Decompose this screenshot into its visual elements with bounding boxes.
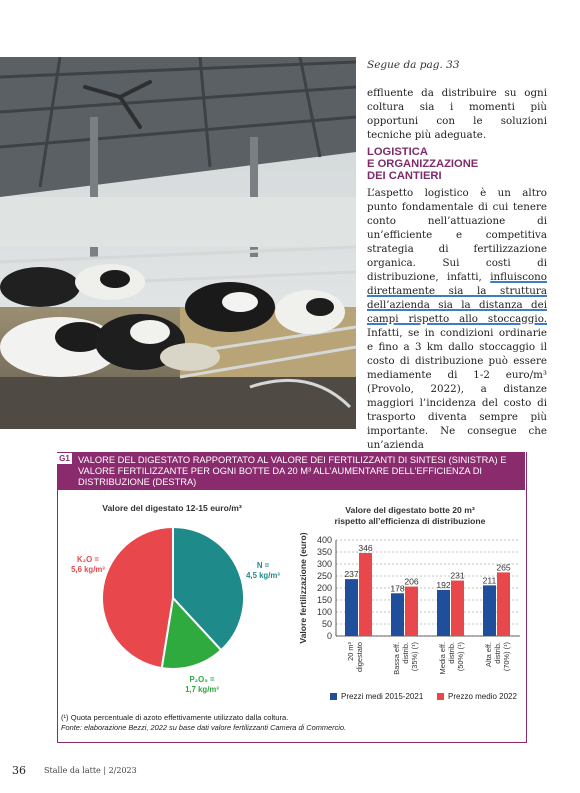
legend-label: Prezzi medi 2015-2021 <box>341 692 424 701</box>
pie-label-k2o <box>60 555 116 575</box>
pie-label-line: P₂O₅ = <box>189 675 215 684</box>
magazine-name: Stalle da latte | 2/2023 <box>44 766 137 775</box>
bar-value-label: 178 <box>390 583 405 594</box>
highlighted-text: influiscono direttamente sia la struttura dell’azienda sia la distanza dei campi rispetto allo stoccaggio. <box>367 271 547 325</box>
bar-chart-title <box>300 505 520 527</box>
x-tick-label: Alta eff.distrib.(70%) (¹) <box>484 642 511 672</box>
body-text: Infatti, se in condizioni ordinarie e fino a 3 km dallo stoccaggio il costo di distribuzione può essere mediamente di 1-2 euro/m³ (Provolo, 2022), a distanze maggiori l’incidenza del costo di trasporto diventa sempre più importante. Ne consegue che un’azienda <box>367 327 547 451</box>
page-number: 36 <box>12 764 26 777</box>
y-tick-label: 0 <box>326 631 332 641</box>
intro-paragraph: effluente da distribuire su ogni coltura sia i momenti più opportuni con le soluzioni tecniche più adeguate. <box>367 87 547 141</box>
y-axis-label: Valore fertilizzazione (euro) <box>298 532 308 644</box>
y-tick-label: 400 <box>316 535 332 545</box>
y-tick-label: 250 <box>316 571 332 581</box>
x-tick-label: Bassa eff.distrib.(35%) (¹) <box>392 642 419 675</box>
bar <box>391 593 404 636</box>
bar <box>483 585 496 636</box>
body-text: L’aspetto logistico è un altro punto fondamentale di cui tenere conto nell’attuazione di un’efficiente e competitiva strategia di fertilizzazione organica. Sui costi di distribuzione, infatti, <box>367 187 547 283</box>
bar-chart-title-line: rispetto all’efficienza di distribuzione <box>334 516 486 526</box>
y-tick-label: 200 <box>316 583 332 593</box>
bar-value-label: 211 <box>482 575 497 586</box>
pie-label-line: 4,5 kg/m³ <box>246 571 280 580</box>
bar <box>497 572 510 636</box>
y-tick-label: 50 <box>321 619 332 629</box>
legend-label: Prezzo medio 2022 <box>448 692 517 701</box>
bar-chart-title-line: Valore del digestato botte 20 m³ <box>345 505 475 515</box>
section-heading-line: DEI CANTIERI <box>367 170 442 182</box>
bar-value-label: 265 <box>496 562 511 573</box>
pie-label-line: K₂O = <box>77 555 99 564</box>
pie-label-line: N = <box>256 561 270 570</box>
pie-slice <box>102 527 173 668</box>
legend-swatch <box>330 693 337 700</box>
pie-chart <box>100 525 246 671</box>
bar-value-label: 237 <box>344 569 359 580</box>
bar <box>451 581 464 636</box>
bar-value-label: 206 <box>404 576 419 587</box>
bar <box>405 587 418 636</box>
pie-label-p2o5 <box>172 675 232 695</box>
section-heading <box>367 146 547 182</box>
x-tick-label: Media eff.distrib.(50%) (¹) <box>438 642 465 675</box>
section-heading-line: E ORGANIZZAZIONE <box>367 158 479 170</box>
bar-chart <box>290 528 526 688</box>
barn-photo <box>0 57 356 429</box>
figure-tag: G1 <box>57 453 72 464</box>
section-heading-line: LOGISTICA <box>367 146 428 158</box>
figure-source: Fonte: elaborazione Bezzi, 2022 su base dati valore fertilizzanti Camera di Commercio. <box>61 723 347 732</box>
y-tick-label: 350 <box>316 547 332 557</box>
continued-note: Segue da pag. 33 <box>367 59 460 71</box>
section-body <box>367 186 547 452</box>
bar-value-label: 231 <box>450 570 465 581</box>
pie-chart-title: Valore del digestato 12-15 euro/m³ <box>102 503 242 513</box>
y-tick-label: 300 <box>316 559 332 569</box>
bar <box>437 590 450 636</box>
figure-footnote: (¹) Quota percentuale di azoto effettivamente utilizzato dalla coltura. <box>61 713 289 722</box>
y-tick-label: 100 <box>316 607 332 617</box>
bar-value-label: 346 <box>358 542 373 553</box>
bar <box>345 579 358 636</box>
pie-label-n <box>240 561 286 581</box>
pie-label-line: 1,7 kg/m³ <box>185 685 219 694</box>
x-tick-label: 20 m³digestato <box>346 642 364 672</box>
y-tick-label: 150 <box>316 595 332 605</box>
legend-item <box>437 692 517 701</box>
legend-item <box>330 692 423 701</box>
pie-label-line: 5,6 kg/m³ <box>71 565 105 574</box>
bar-value-label: 192 <box>436 579 451 590</box>
legend-swatch <box>437 693 444 700</box>
bar <box>359 553 372 636</box>
figure-title: VALORE DEL DIGESTATO RAPPORTATO AL VALORE DEI FERTILIZZANTI DI SINTESI (SINISTRA) E VALORE FERTILIZZANTE PER OGNI BOTTE DA 20 M³ ALL’AUMENTARE DELL’EFFICIENZA DI DISTRIBUZIONE (DESTRA) <box>78 455 507 487</box>
